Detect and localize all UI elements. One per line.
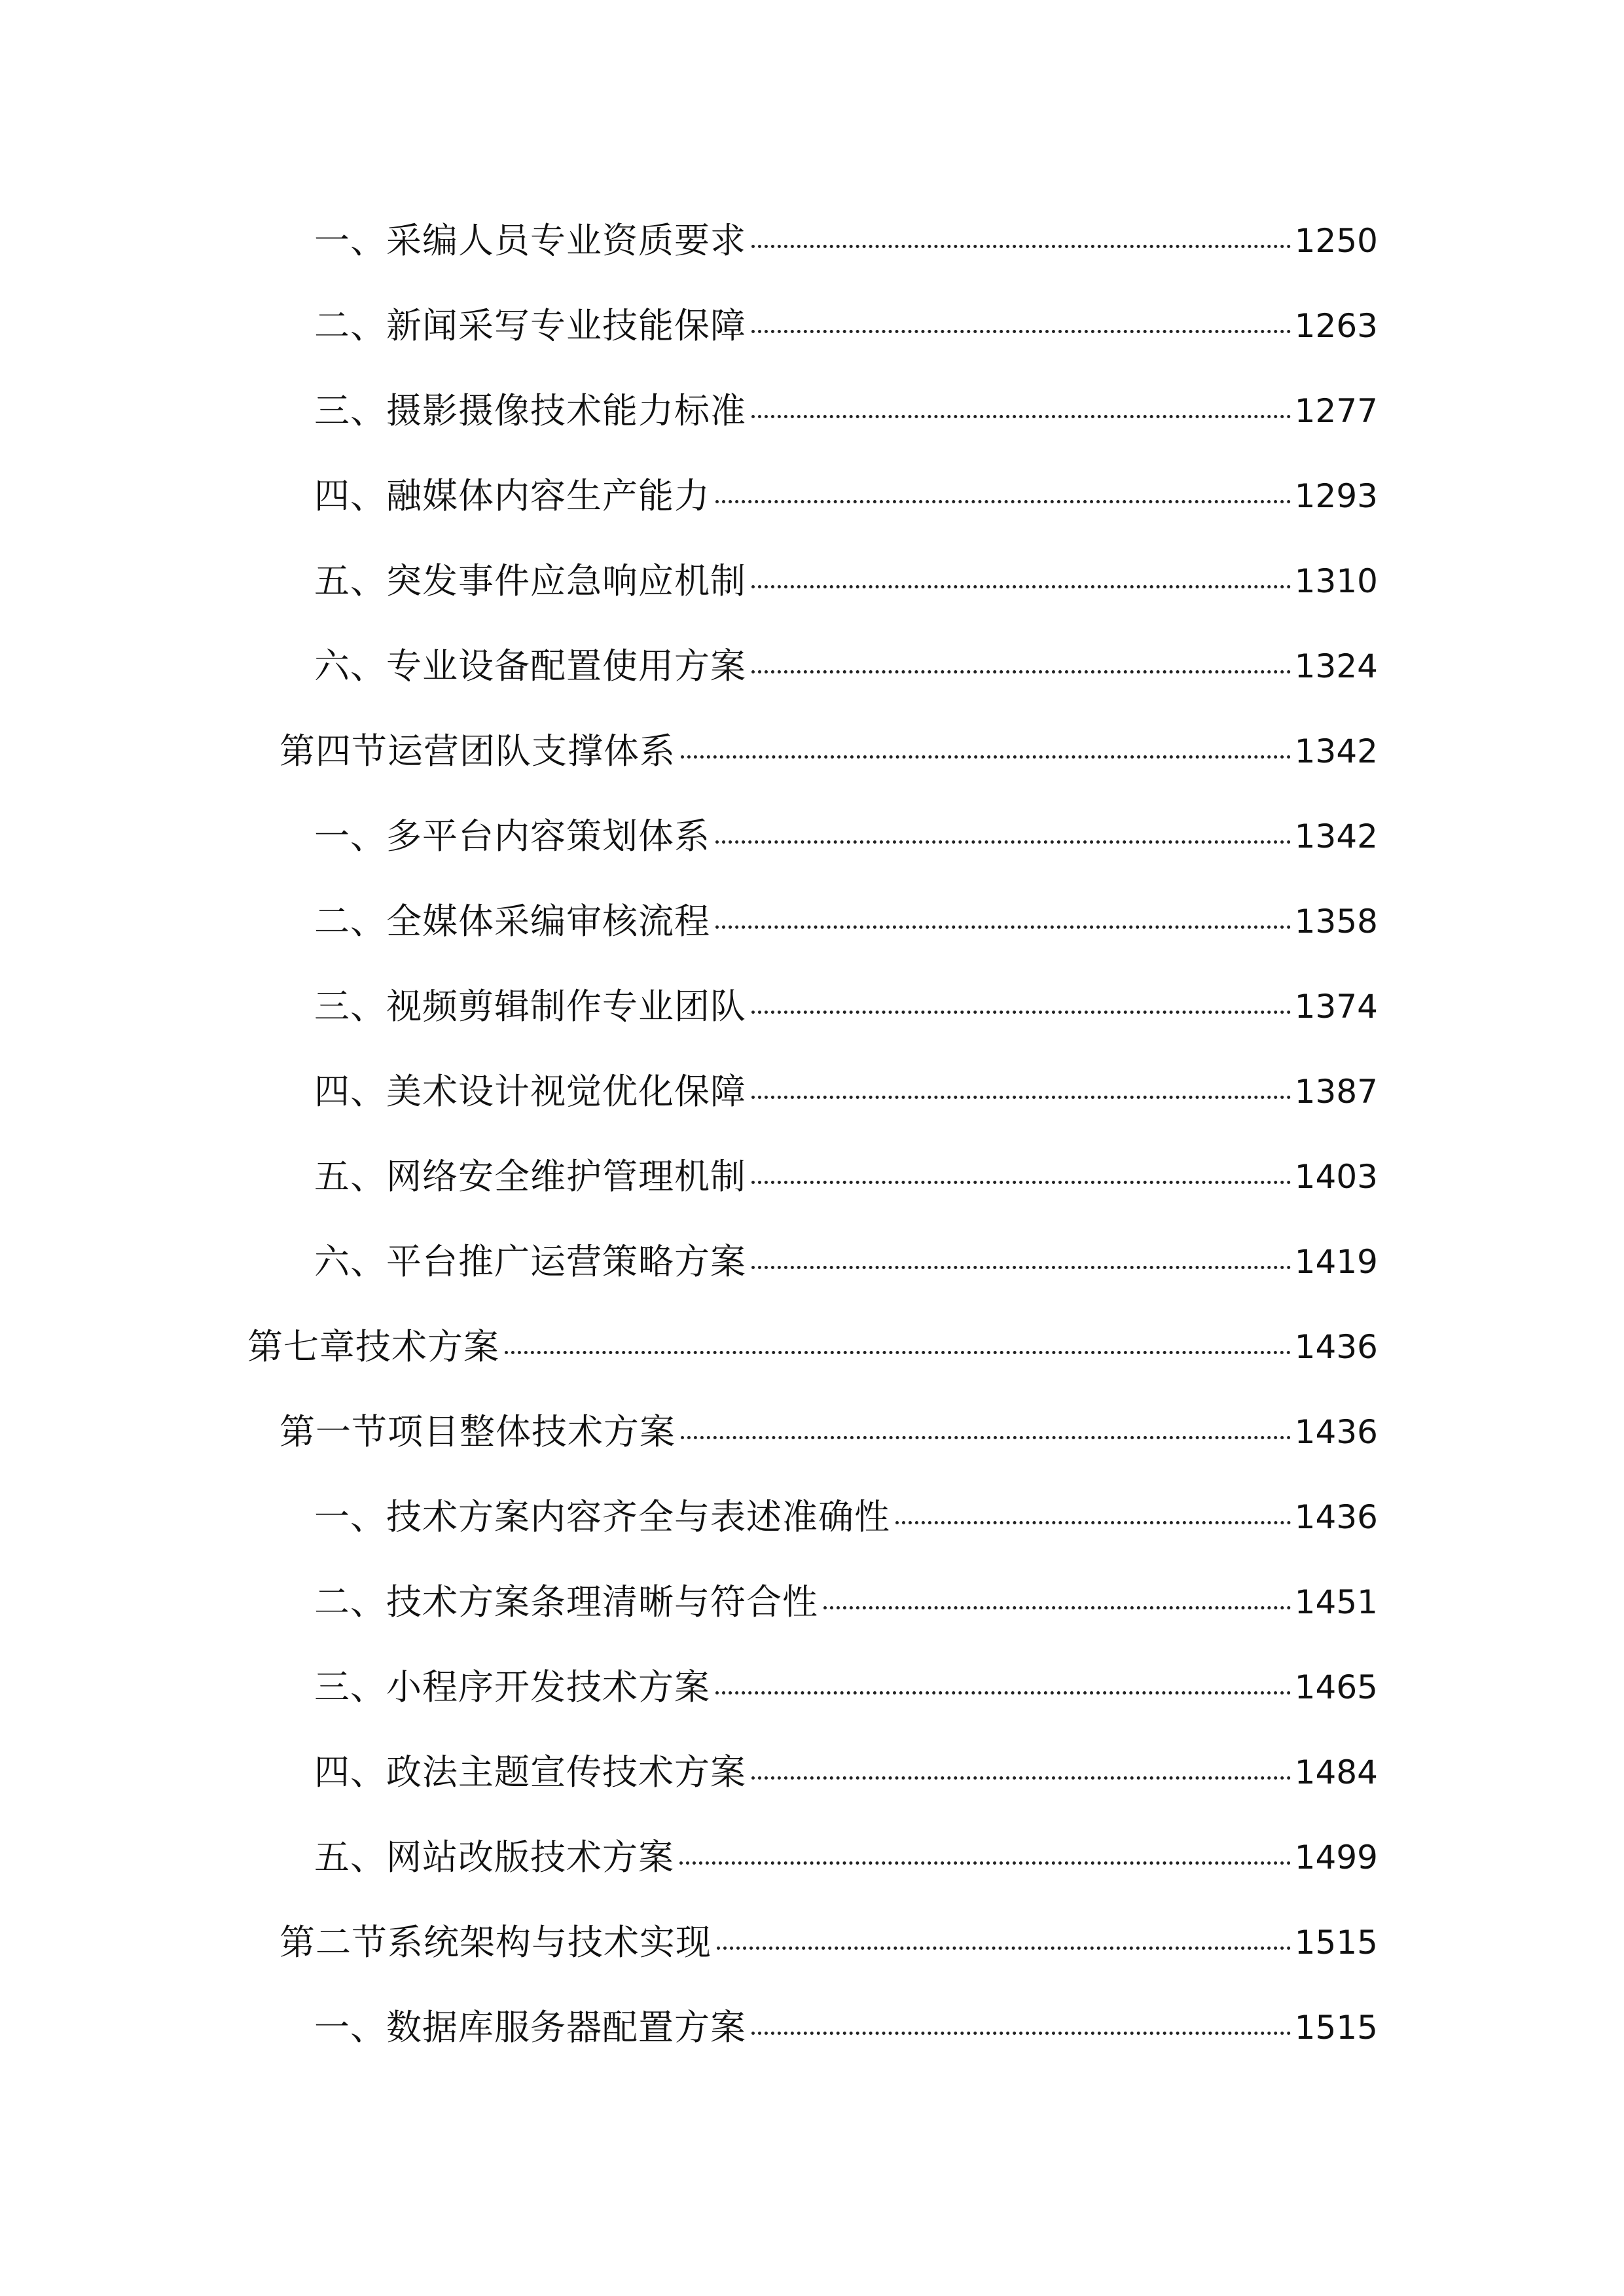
toc-dot-leader — [751, 585, 1291, 588]
toc-entry-title: 二、新闻采写专业技能保障 — [314, 305, 746, 346]
toc-dot-leader — [823, 1606, 1291, 1609]
toc-entry[interactable] — [314, 977, 1378, 1037]
toc-entry[interactable] — [314, 1147, 1378, 1207]
toc-entry-title: 三、小程序开发技术方案 — [314, 1666, 710, 1708]
toc-dot-leader — [751, 2032, 1291, 2035]
toc-entry[interactable] — [314, 551, 1378, 611]
toc-entry-page: 1451 — [1294, 1583, 1378, 1621]
toc-entry-title: 六、专业设备配置使用方案 — [314, 645, 746, 687]
toc-entry-title: 五、突发事件应急响应机制 — [314, 560, 746, 601]
toc-entry-title: 第一节项目整体技术方案 — [280, 1411, 676, 1452]
toc-entry[interactable] — [314, 1742, 1378, 1803]
toc-dot-leader — [715, 840, 1291, 844]
toc-dot-leader — [751, 1266, 1291, 1269]
toc-dot-leader — [751, 1096, 1291, 1099]
toc-entry[interactable] — [314, 1232, 1378, 1292]
toc-entry-title: 六、平台推广运营策略方案 — [314, 1241, 746, 1282]
toc-entry-page: 1515 — [1294, 2009, 1378, 2047]
toc-entry-page: 1250 — [1294, 222, 1378, 260]
toc-entry[interactable] — [314, 806, 1378, 867]
toc-entry-title: 第七章技术方案 — [247, 1326, 499, 1367]
toc-entry[interactable] — [314, 891, 1378, 952]
toc-entry-title: 五、网络安全维护管理机制 — [314, 1156, 746, 1197]
toc-entry[interactable] — [314, 1572, 1378, 1632]
toc-entry-page: 1484 — [1294, 1753, 1378, 1791]
toc-entry-title: 二、技术方案条理清晰与符合性 — [314, 1581, 818, 1623]
toc-entry-page: 1342 — [1294, 817, 1378, 855]
toc-entry[interactable] — [247, 1317, 1378, 1377]
toc-entry-title: 一、多平台内容策划体系 — [314, 816, 710, 857]
toc-dot-leader — [681, 755, 1291, 759]
toc-entry-title: 五、网站改版技术方案 — [314, 1837, 674, 1878]
toc-entry-title: 一、技术方案内容齐全与表述准确性 — [314, 1496, 890, 1537]
toc-dot-leader — [715, 925, 1291, 929]
toc-dot-leader — [751, 1776, 1291, 1780]
toc-entry-title: 四、美术设计视觉优化保障 — [314, 1071, 746, 1112]
toc-entry-title: 第四节运营团队支撑体系 — [280, 730, 676, 772]
toc-entry[interactable] — [314, 1657, 1378, 1717]
toc-entry[interactable] — [314, 1827, 1378, 1888]
toc-dot-leader — [717, 1946, 1291, 1950]
toc-entry-page: 1403 — [1294, 1158, 1378, 1196]
toc-entry-title: 一、数据库服务器配置方案 — [314, 2007, 746, 2048]
toc-entry-page: 1342 — [1294, 732, 1378, 770]
toc-entry-page: 1436 — [1294, 1328, 1378, 1366]
toc-entry-page: 1515 — [1294, 1924, 1378, 1962]
toc-entry-title: 四、政法主题宣传技术方案 — [314, 1751, 746, 1793]
toc-entry[interactable] — [314, 211, 1378, 271]
toc-dot-leader — [751, 670, 1291, 673]
toc-entry-title: 二、全媒体采编审核流程 — [314, 901, 710, 942]
toc-entry-title: 四、融媒体内容生产能力 — [314, 475, 710, 516]
toc-entry[interactable] — [314, 1062, 1378, 1122]
toc-entry-title: 三、摄影摄像技术能力标准 — [314, 390, 746, 431]
toc-dot-leader — [751, 1011, 1291, 1014]
toc-entry-title: 一、采编人员专业资质要求 — [314, 220, 746, 261]
toc-dot-leader — [681, 1436, 1291, 1439]
toc-dot-leader — [751, 415, 1291, 418]
toc-dot-leader — [715, 1691, 1291, 1695]
toc-entry-title: 三、视频剪辑制作专业团队 — [314, 986, 746, 1027]
toc-dot-leader — [751, 330, 1291, 333]
toc-entry[interactable] — [314, 381, 1378, 441]
toc-dot-leader — [679, 1861, 1291, 1865]
toc-entry[interactable] — [314, 296, 1378, 356]
toc-entry-page: 1324 — [1294, 647, 1378, 685]
toc-dot-leader — [751, 245, 1291, 248]
toc-entry[interactable] — [280, 1912, 1378, 1973]
toc-dot-leader — [751, 1181, 1291, 1184]
toc-entry-page: 1374 — [1294, 988, 1378, 1026]
toc-entry[interactable] — [314, 466, 1378, 526]
toc-entry-page: 1387 — [1294, 1073, 1378, 1111]
toc-dot-leader — [715, 500, 1291, 503]
toc-dot-leader — [505, 1351, 1291, 1354]
toc-entry[interactable] — [314, 636, 1378, 696]
toc-dot-leader — [895, 1521, 1291, 1524]
toc-entry-page: 1436 — [1294, 1413, 1378, 1451]
toc-entry-page: 1436 — [1294, 1498, 1378, 1536]
toc-entry[interactable] — [314, 1487, 1378, 1547]
toc-entry-page: 1419 — [1294, 1243, 1378, 1281]
toc-entry[interactable] — [314, 1998, 1378, 2058]
toc-entry-title: 第二节系统架构与技术实现 — [280, 1922, 712, 1963]
toc-entry[interactable] — [280, 721, 1378, 781]
toc-entry-page: 1277 — [1294, 392, 1378, 430]
toc-entry-page: 1465 — [1294, 1668, 1378, 1706]
toc-entry-page: 1310 — [1294, 562, 1378, 600]
toc-entry-page: 1263 — [1294, 307, 1378, 345]
toc-entry-page: 1293 — [1294, 477, 1378, 515]
toc-entry-page: 1499 — [1294, 1839, 1378, 1876]
toc-entry-page: 1358 — [1294, 903, 1378, 941]
toc-entry[interactable] — [280, 1402, 1378, 1462]
